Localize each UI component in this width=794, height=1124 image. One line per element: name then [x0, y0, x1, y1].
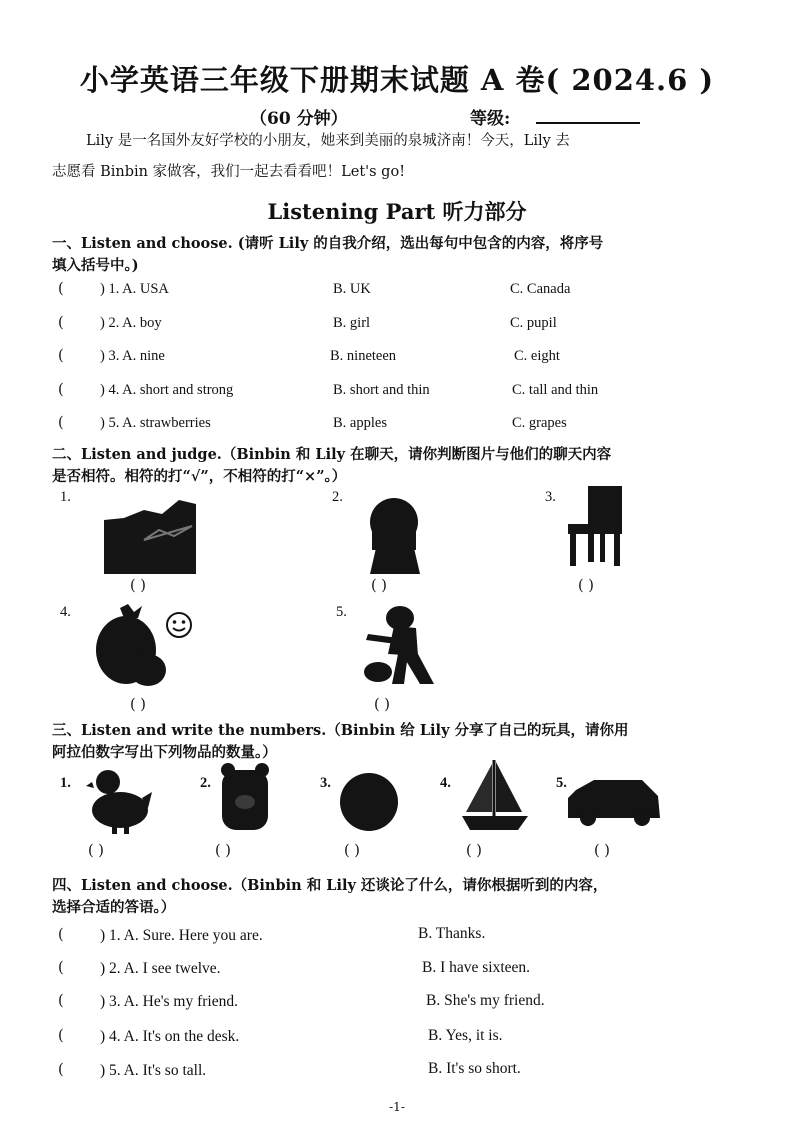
duck-toy-icon	[86, 768, 154, 834]
item-number: 4.	[440, 775, 451, 791]
part1-instruction-1: 一、Listen and choose. (请听 Lily 的自我介绍，选出每句中包含的内容，将序号	[52, 235, 604, 252]
answer-bracket[interactable]: ( )	[130, 578, 146, 594]
option-b: B. It's so short.	[428, 1060, 521, 1077]
option-a: ) 1. A. Sure. Here you are.	[100, 927, 263, 944]
option-a: ) 1. A. USA	[100, 281, 169, 297]
item-number: 1.	[60, 775, 71, 791]
picture-number: 5.	[336, 604, 347, 620]
option-b: B. She's my friend.	[426, 992, 545, 1009]
smiley-face-icon	[164, 610, 194, 640]
part2-instruction-2: 是否相符。相符的打“√”，不相符的打“×”。）	[52, 468, 347, 485]
part4-instruction-1: 四、Listen and choose.（Binbin 和 Lily 还谈论了什么，请你根据听到的内容，	[52, 877, 608, 894]
great-wall-picture-icon	[104, 500, 196, 574]
intro-line-1: Lily 是一名国外友好学校的小朋友，她来到美丽的泉城济南！今天，Lily 去	[86, 133, 570, 149]
section-title: Listening Part 听力部分	[267, 199, 527, 224]
answer-bracket[interactable]: ( )	[594, 843, 610, 859]
option-b: B. UK	[333, 281, 371, 297]
option-c: C. pupil	[510, 315, 557, 331]
answer-bracket[interactable]: (	[58, 348, 64, 364]
option-c: C. Canada	[510, 281, 571, 297]
answer-bracket[interactable]: (	[58, 1062, 64, 1078]
grade-blank[interactable]	[536, 122, 640, 124]
option-b: B. nineteen	[330, 348, 397, 364]
car-icon	[566, 780, 662, 828]
picture-number: 4.	[60, 604, 71, 620]
grade-label: 等级:	[470, 109, 511, 129]
answer-bracket[interactable]: ( )	[466, 843, 482, 859]
option-a: ) 5. A. strawberries	[100, 415, 211, 431]
answer-bracket[interactable]: ( )	[578, 578, 594, 594]
bear-toy-icon	[218, 762, 272, 832]
answer-bracket[interactable]: (	[58, 315, 64, 331]
option-b: B. apples	[333, 415, 387, 431]
answer-bracket[interactable]: (	[58, 415, 64, 431]
boat-icon	[460, 760, 530, 832]
page-number: -1-	[389, 1100, 405, 1114]
girl-picture-icon	[364, 498, 430, 574]
option-b: B. Thanks.	[418, 925, 486, 942]
toy-picture-icon	[358, 604, 448, 686]
page-title: 小学英语三年级下册期末试题 A 卷( 2024.6 )	[79, 63, 715, 97]
intro-line-2: 志愿看 Binbin 家做客，我们一起去看看吧！Let's go!	[52, 164, 406, 180]
fruit-picture-icon	[94, 604, 166, 690]
answer-bracket[interactable]: (	[58, 927, 64, 943]
item-number: 3.	[320, 775, 331, 791]
part1-instruction-2: 填入括号中。)	[52, 257, 139, 274]
part3-instruction-2: 阿拉伯数字写出下列物品的数量。）	[52, 744, 277, 761]
answer-bracket[interactable]: ( )	[88, 843, 104, 859]
option-a: ) 5. A. It's so tall.	[100, 1062, 207, 1079]
option-a: ) 3. A. He's my friend.	[100, 993, 238, 1010]
picture-number: 3.	[545, 489, 556, 505]
part4-instruction-2: 选择合适的答语。）	[52, 899, 176, 916]
option-b: B. girl	[333, 315, 371, 331]
item-number: 2.	[200, 775, 211, 791]
picture-number: 2.	[332, 489, 343, 505]
item-number: 5.	[556, 775, 567, 791]
answer-bracket[interactable]: ( )	[344, 843, 360, 859]
option-a: ) 2. A. I see twelve.	[100, 960, 221, 977]
option-a: ) 4. A. It's on the desk.	[100, 1028, 240, 1045]
option-b: B. short and thin	[333, 382, 430, 398]
answer-bracket[interactable]: (	[58, 281, 64, 297]
option-a: ) 3. A. nine	[100, 348, 165, 364]
option-b: B. I have sixteen.	[422, 959, 531, 976]
part2-instruction-1: 二、Listen and judge.（Binbin 和 Lily 在聊天，请你判断图片与他们的聊天内容	[52, 446, 612, 463]
option-b: B. Yes, it is.	[428, 1027, 503, 1044]
option-a: ) 2. A. boy	[100, 315, 162, 331]
option-c: C. tall and thin	[512, 382, 599, 398]
part3-instruction-1: 三、Listen and write the numbers.（Binbin 给 Lily 分享了自己的玩具，请你用	[52, 722, 629, 739]
picture-number: 1.	[60, 489, 71, 505]
answer-bracket[interactable]: (	[58, 1028, 64, 1044]
option-a: ) 4. A. short and strong	[100, 382, 234, 398]
ball-icon	[339, 772, 399, 832]
answer-bracket[interactable]: ( )	[130, 697, 146, 713]
chair-picture-icon	[562, 486, 632, 568]
answer-bracket[interactable]: ( )	[371, 578, 387, 594]
answer-bracket[interactable]: (	[58, 960, 64, 976]
answer-bracket[interactable]: ( )	[215, 843, 231, 859]
answer-bracket[interactable]: ( )	[374, 697, 390, 713]
answer-bracket[interactable]: (	[58, 993, 64, 1009]
time-limit: （60 分钟）	[250, 109, 348, 129]
option-c: C. grapes	[512, 415, 567, 431]
answer-bracket[interactable]: (	[58, 382, 64, 398]
option-c: C. eight	[514, 348, 560, 364]
